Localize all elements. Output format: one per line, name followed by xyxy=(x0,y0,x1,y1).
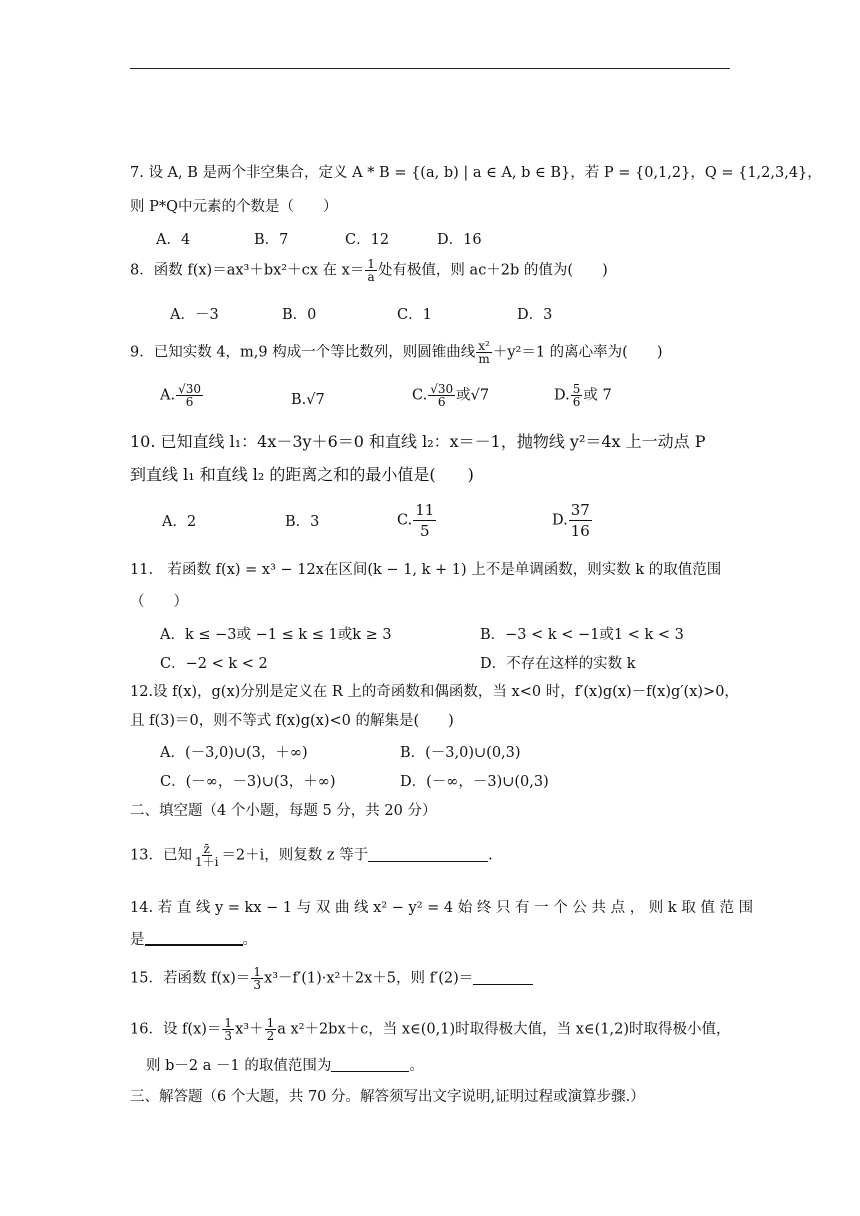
q12-option-a: A．(－3,0)∪(3，＋∞) xyxy=(160,745,308,761)
q15-stem-a: 15．若函数 f(x)＝ xyxy=(130,970,251,987)
q9-option-a-den: 6 xyxy=(185,395,194,409)
q16-stem-line2-text: 则 b－2 a －1 的取值范围为 xyxy=(146,1058,332,1074)
q13-frac-den: 1＋i xyxy=(194,855,219,869)
section-answer-heading: 三、解答题（6 个大题，共 70 分。解答须写出文字说明,证明过程或演算步骤.） xyxy=(130,1089,645,1105)
q9-option-d-tail: 或 7 xyxy=(583,387,612,404)
q11-stem-line1: 11. 若函数 f(x) = x³ − 12x在区间(k − 1, k + 1) 上不是单调函数，则实数 k 的取值范围 xyxy=(130,562,722,578)
q9-option-c-num: √30 xyxy=(430,382,454,396)
q16-frac2-den: 2 xyxy=(266,1029,275,1043)
q10-option-d-den: 16 xyxy=(570,522,590,540)
q13-stem xyxy=(130,843,493,868)
q7-stem-line1: 7. 设 A, B 是两个非空集合，定义 A * B = {(a, b) | a ∈ A, b ∈ B}，若 P = {0,1,2}，Q = {1,2,3,4}， xyxy=(130,165,822,181)
q9-stem xyxy=(130,340,663,365)
q10-option-c xyxy=(397,500,437,541)
q13-answer-blank[interactable] xyxy=(368,847,488,862)
q9-option-d-fraction xyxy=(571,383,583,408)
q16-frac2-num: 1 xyxy=(266,1016,275,1030)
q14-end: 。 xyxy=(242,932,257,948)
q15-answer-blank[interactable] xyxy=(473,970,533,985)
q9-stem-b: ＋y²＝1 的离心率为( ) xyxy=(492,344,663,361)
q8-fraction xyxy=(365,258,377,283)
q15-frac-num: 1 xyxy=(253,965,262,979)
q16-stem-a: 16．设 f(x)＝ xyxy=(130,1021,222,1038)
q9-option-c-fraction xyxy=(428,383,455,408)
q9-option-a xyxy=(160,383,204,408)
q9-frac-den: m xyxy=(478,352,490,366)
q16-frac1-num: 1 xyxy=(224,1016,233,1030)
q11-option-c: C．−2 < k < 2 xyxy=(160,656,268,672)
q13-stem-b: ＝2＋i，则复数 z 等于 xyxy=(221,847,369,864)
q9-option-d xyxy=(554,383,612,408)
q9-option-c-den: 6 xyxy=(437,395,446,409)
q10-option-a: A．2 xyxy=(162,514,197,530)
q9-option-c xyxy=(412,383,489,408)
q16-stem-line1 xyxy=(130,1017,731,1042)
q16-stem-b: a x²＋2bx＋c，当 x∈(0,1)时取得极大值，当 x∈(1,2)时取得极小值， xyxy=(277,1021,731,1038)
q13-frac-num: z̄ xyxy=(203,842,210,856)
q16-end: 。 xyxy=(409,1058,424,1074)
q8-frac-den: a xyxy=(367,270,375,284)
q16-mid: x³＋ xyxy=(235,1021,264,1038)
q9-option-d-num: 5 xyxy=(572,382,581,396)
q12-option-c: C．(－∞，－3)∪(3，＋∞) xyxy=(160,774,336,790)
q7-option-b: B．7 xyxy=(254,232,289,248)
q7-option-d: D．16 xyxy=(437,232,482,248)
q10-option-c-label: C. xyxy=(397,512,413,529)
q16-answer-blank[interactable] xyxy=(331,1057,409,1072)
q10-option-d xyxy=(552,500,593,541)
q16-fraction-2 xyxy=(265,1017,277,1042)
q14-stem-line2-text: 是 xyxy=(130,932,145,948)
q10-option-d-label: D. xyxy=(552,512,568,529)
q7-stem-line2: 则 P*Q中元素的个数是（ ） xyxy=(130,199,338,215)
section-fill-in-heading: 二、填空题（4 个小题，每题 5 分，共 20 分） xyxy=(130,803,437,819)
q15-stem xyxy=(130,966,533,991)
q9-fraction xyxy=(476,340,492,365)
q9-option-b: B.√7 xyxy=(291,392,325,408)
q8-option-b: B．0 xyxy=(282,307,317,323)
q9-option-a-label: A. xyxy=(160,387,176,404)
q14-answer-blank[interactable] xyxy=(145,930,243,946)
q12-option-d: D．(－∞，－3)∪(0,3) xyxy=(400,774,549,790)
q13-fraction xyxy=(193,843,220,868)
q9-option-a-fraction xyxy=(176,383,203,408)
q10-option-c-num: 11 xyxy=(415,501,435,519)
q10-option-d-num: 37 xyxy=(570,501,590,519)
q16-frac1-den: 3 xyxy=(224,1029,233,1043)
q11-option-d: D．不存在这样的实数 k xyxy=(480,656,636,672)
q10-option-c-den: 5 xyxy=(419,522,430,540)
q8-stem-a: 8．函数 f(x)＝ax³＋bx²＋cx 在 x＝ xyxy=(130,262,365,279)
q12-stem-line1: 12.设 f(x)，g(x)分别是定义在 R 上的奇函数和偶函数，当 x<0 时，f′(x)g(x)－f(x)g′(x)>0， xyxy=(130,684,739,700)
q12-option-b: B．(－3,0)∪(0,3) xyxy=(400,745,521,761)
q9-option-a-num: √30 xyxy=(178,382,202,396)
q9-option-d-den: 6 xyxy=(572,395,581,409)
q14-stem-line1: 14. 若 直 线 y = kx − 1 与 双 曲 线 x² − y² = 4 始 终 只 有 一 个 公 共 点 ， 则 k 取 值 范 围 xyxy=(130,900,754,916)
q9-option-d-label: D. xyxy=(554,387,570,404)
q11-option-b: B．−3 < k < −1或1 < k < 3 xyxy=(480,627,684,643)
q8-frac-num: 1 xyxy=(367,257,375,271)
q9-option-c-tail: 或√7 xyxy=(456,387,490,404)
q14-stem-line2 xyxy=(130,930,257,950)
q9-stem-a: 9．已知实数 4，m,9 构成一个等比数列，则圆锥曲线 xyxy=(130,344,476,361)
q8-option-c: C．1 xyxy=(397,307,432,323)
q16-fraction-1 xyxy=(222,1017,234,1042)
q8-stem xyxy=(130,258,608,283)
q12-stem-line2: 且 f(3)＝0，则不等式 f(x)g(x)<0 的解集是( ) xyxy=(130,713,454,729)
q9-frac-num: x² xyxy=(478,339,490,353)
q13-end: . xyxy=(488,847,493,864)
q10-stem-line1: 10. 已知直线 l₁：4x－3y＋6＝0 和直线 l₂：x＝－1，抛物线 y²＝4x 上一动点 P xyxy=(130,432,706,451)
q11-option-a: A．k ≤ −3或 −1 ≤ k ≤ 1或k ≥ 3 xyxy=(160,627,392,643)
q10-stem-line2: 到直线 l₁ 和直线 l₂ 的距离之和的最小值是( ) xyxy=(130,465,474,484)
q13-stem-a: 13．已知 xyxy=(130,847,192,864)
q15-fraction xyxy=(251,966,263,991)
q10-option-c-fraction xyxy=(413,500,436,541)
q7-option-a: A．4 xyxy=(156,232,191,248)
q9-option-c-label: C. xyxy=(412,387,428,404)
header-rule xyxy=(130,68,730,69)
q10-option-b: B．3 xyxy=(285,514,320,530)
q10-option-d-fraction xyxy=(569,500,592,541)
q8-option-a: A．－3 xyxy=(170,307,219,323)
q8-option-d: D．3 xyxy=(517,307,553,323)
q8-stem-b: 处有极值，则 ac＋2b 的值为( ) xyxy=(377,262,608,279)
q15-frac-den: 3 xyxy=(253,978,262,992)
q15-stem-b: x³－f′(1)·x²＋2x＋5，则 f′(2)＝ xyxy=(264,970,474,987)
q16-stem-line2 xyxy=(146,1056,424,1076)
q11-stem-line2: （ ） xyxy=(130,594,188,610)
q7-option-c: C．12 xyxy=(345,232,390,248)
